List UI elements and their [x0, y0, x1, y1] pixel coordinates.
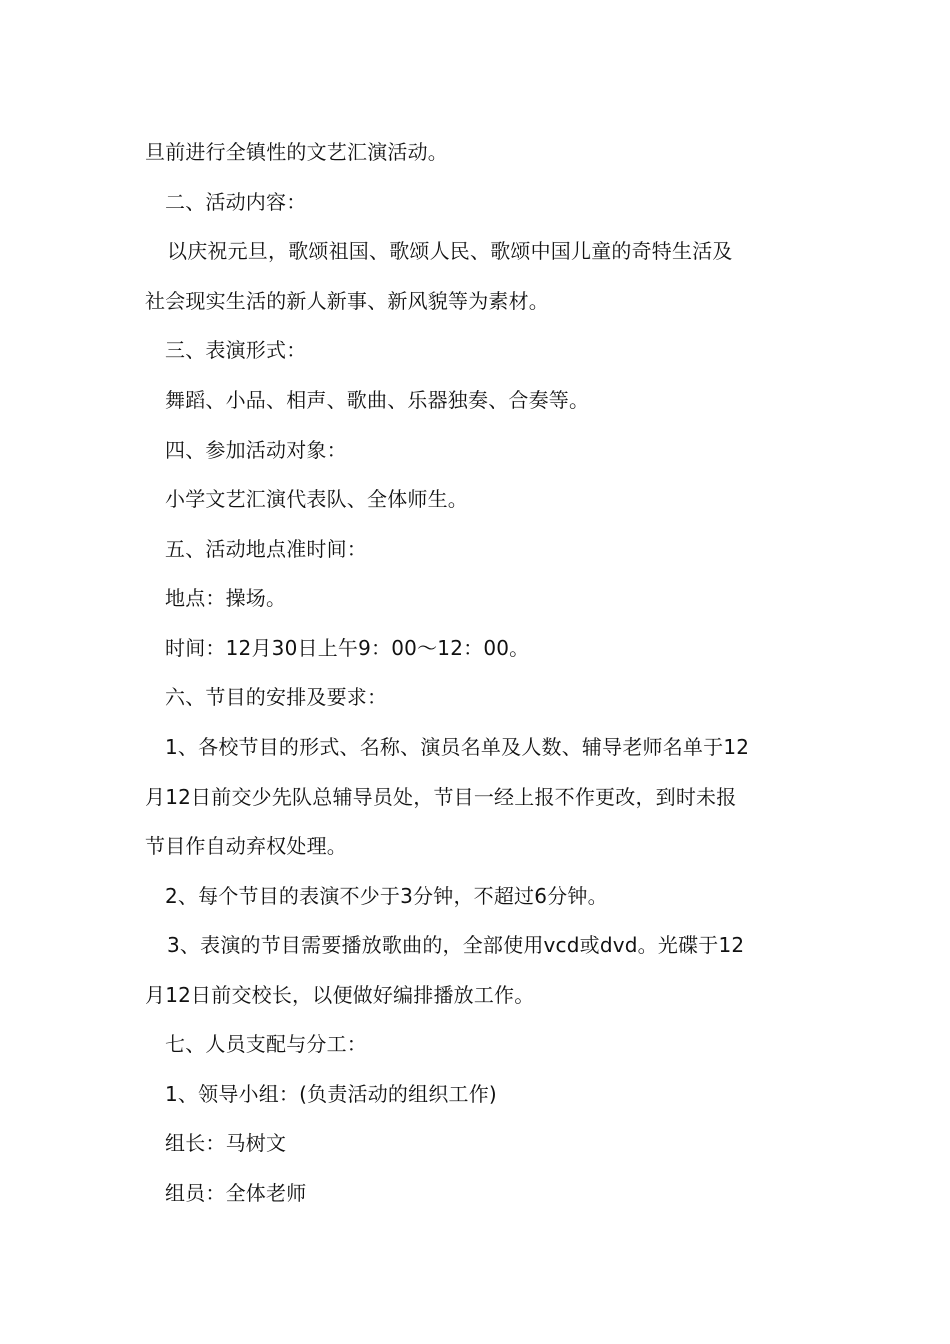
- text-line: 1、各校节目的形式、名称、演员名单及人数、辅导老师名单于12: [165, 735, 750, 759]
- text-line: 1、领导小组：(负责活动的组织工作): [165, 1082, 497, 1106]
- section-heading: 五、活动地点准时间：: [165, 537, 367, 561]
- section-heading: 三、表演形式：: [165, 338, 307, 362]
- text-line: 地点：操场。: [165, 586, 287, 610]
- section-heading: 七、人员支配与分工：: [165, 1032, 367, 1056]
- text-line: 以庆祝元旦，歌颂祖国、歌颂人民、歌颂中国儿童的奇特生活及: [167, 239, 733, 263]
- text-line: 3、表演的节目需要播放歌曲的，全部使用vcd或dvd。光碟于12: [167, 933, 745, 957]
- text-line: 节目作自动弃权处理。: [145, 834, 347, 858]
- text-line: 舞蹈、小品、相声、歌曲、乐器独奏、合奏等。: [165, 388, 590, 412]
- section-heading: 六、节目的安排及要求：: [165, 685, 388, 709]
- text-line: 社会现实生活的新人新事、新风貌等为素材。: [145, 289, 549, 313]
- text-line: 月12日前交少先队总辅导员处，节目一经上报不作更改，到时未报: [145, 785, 737, 809]
- text-line: 小学文艺汇演代表队、全体师生。: [165, 487, 468, 511]
- section-heading: 二、活动内容：: [165, 190, 307, 214]
- text-line: 月12日前交校长，以便做好编排播放工作。: [145, 983, 535, 1007]
- text-line: 2、每个节目的表演不少于3分钟，不超过6分钟。: [165, 884, 608, 908]
- text-line: 组员：全体老师: [165, 1181, 307, 1205]
- text-line: 时间：12月30日上午9：00～12：00。: [165, 636, 530, 660]
- text-line: 组长：马树文: [165, 1131, 287, 1155]
- section-heading: 四、参加活动对象：: [165, 438, 347, 462]
- text-line: 旦前进行全镇性的文艺汇演活动。: [145, 140, 448, 164]
